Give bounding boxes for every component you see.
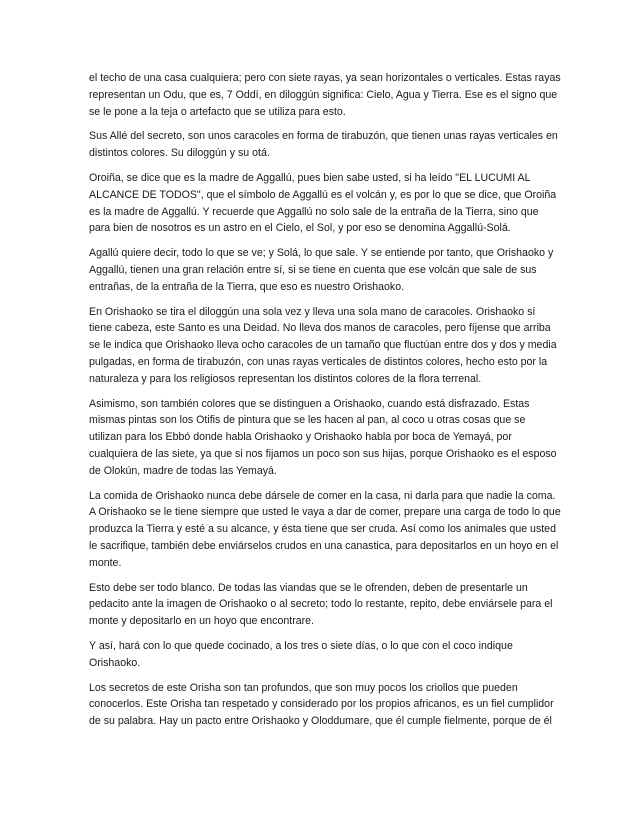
paragraph-7: La comida de Orishaoko nunca debe dársele de comer en la casa, ni darla para que nadie la coma. A Orishaoko se le tiene siempre que usted le vaya a dar de comer, prepare una carga de todo lo que produzca la Tierra y esté a su alcance, y ésta tiene que ser cruda. Así como los animales que usted le sacrifique, también debe enviárselos crudos en una canastica, para depositarlos en un hoyo en el monte. (89, 489, 561, 569)
paragraph-6: Asimismo, son también colores que se distinguen a Orishaoko, cuando está disfrazado. Estas mismas pintas son los Otifis de pintura que se les hacen al pan, al coco u otras cosas que se utilizan para los Ebbó donde habla Orishaoko y Orishaoko habla por boca de Yemayá, por cualquiera de las siete, ya que si nos fijamos un poco son sus hijas, porque Orishaoko es el esposo de Olokún, madre de todas las Yemayá. (89, 397, 557, 477)
paragraph-1: el techo de una casa cualquiera; pero con siete rayas, ya sean horizontales o verticales. Estas rayas representan un Odu, que es, 7 Oddí, en diloggún significa: Cielo, Agua y Tierra. Ese es el signo que se le pone a la teja o artefacto que se utiliza para esto. (89, 72, 561, 118)
paragraph-4: Agallú quiere decir, todo lo que se ve; y Solá, lo que sale. Y se entiende por tanto, que Orishaoko y Aggallú, tienen una gran relación entre sí, si se tiene en cuenta que ese volcán que sale de sus entrañas, de la entraña de la Tierra, que eso es nuestro Orishaoko. (89, 247, 554, 293)
paragraph-5: En Orishaoko se tira el diloggún una sola vez y lleva una sola mano de caracoles. Orishaoko sí tiene cabeza, este Santo es una Deidad. No lleva dos manos de caracoles, pero fíjense que arriba se le indica que Orishaoko lleva ocho caracoles de un tamaño que fluctúan entre dos y dos y media pulgadas, en forma de tirabuzón, con unas rayas verticales de distintos colores, hecho esto por la naturaleza y para los religiosos representan los distintos colores de la flora terrenal. (89, 305, 557, 385)
paragraph-8: Esto debe ser todo blanco. De todas las viandas que se le ofrenden, deben de presentarle un pedacito ante la imagen de Orishaoko o al secreto; todo lo restante, repito, debe enviársele para el monte y depositarlo en un hoyo que encontrare. (89, 581, 553, 628)
paragraph-9: Y así, hará con lo que quede cocinado, a los tres o siete días, o lo que con el coco indique Orishaoko. (89, 639, 513, 669)
paragraph-2: Sus Allé del secreto, son unos caracoles en forma de tirabuzón, que tienen unas rayas verticales en distintos colores. Su diloggún y su otá. (89, 130, 558, 160)
paragraph-10: Los secretos de este Orisha son tan profundos, que son muy pocos los criollos que pueden conocerlos. Este Orisha tan respetado y considerado por los propios africanos, es un fiel cumplidor de su palabra. Hay un pacto entre Orishaoko y Oloddumare, que él cumple fielmente, porque de él (89, 681, 554, 728)
paragraph-3: Oroiña, se dice que es la madre de Aggallú, pues bien sabe usted, si ha leído "EL LUCUMI AL ALCANCE DE TODOS", que el símbolo de Aggallú es el volcán y, es por lo que se dice, que Oroiña es la madre de Aggallú. Y recuerde que Aggallú no solo sale de la entraña de la Tierra, sino que para bien de nosotros es un astro en el Cielo, el Sol, y por eso se denomina Aggallú-Solá. (89, 171, 557, 235)
document-body (89, 70, 561, 738)
